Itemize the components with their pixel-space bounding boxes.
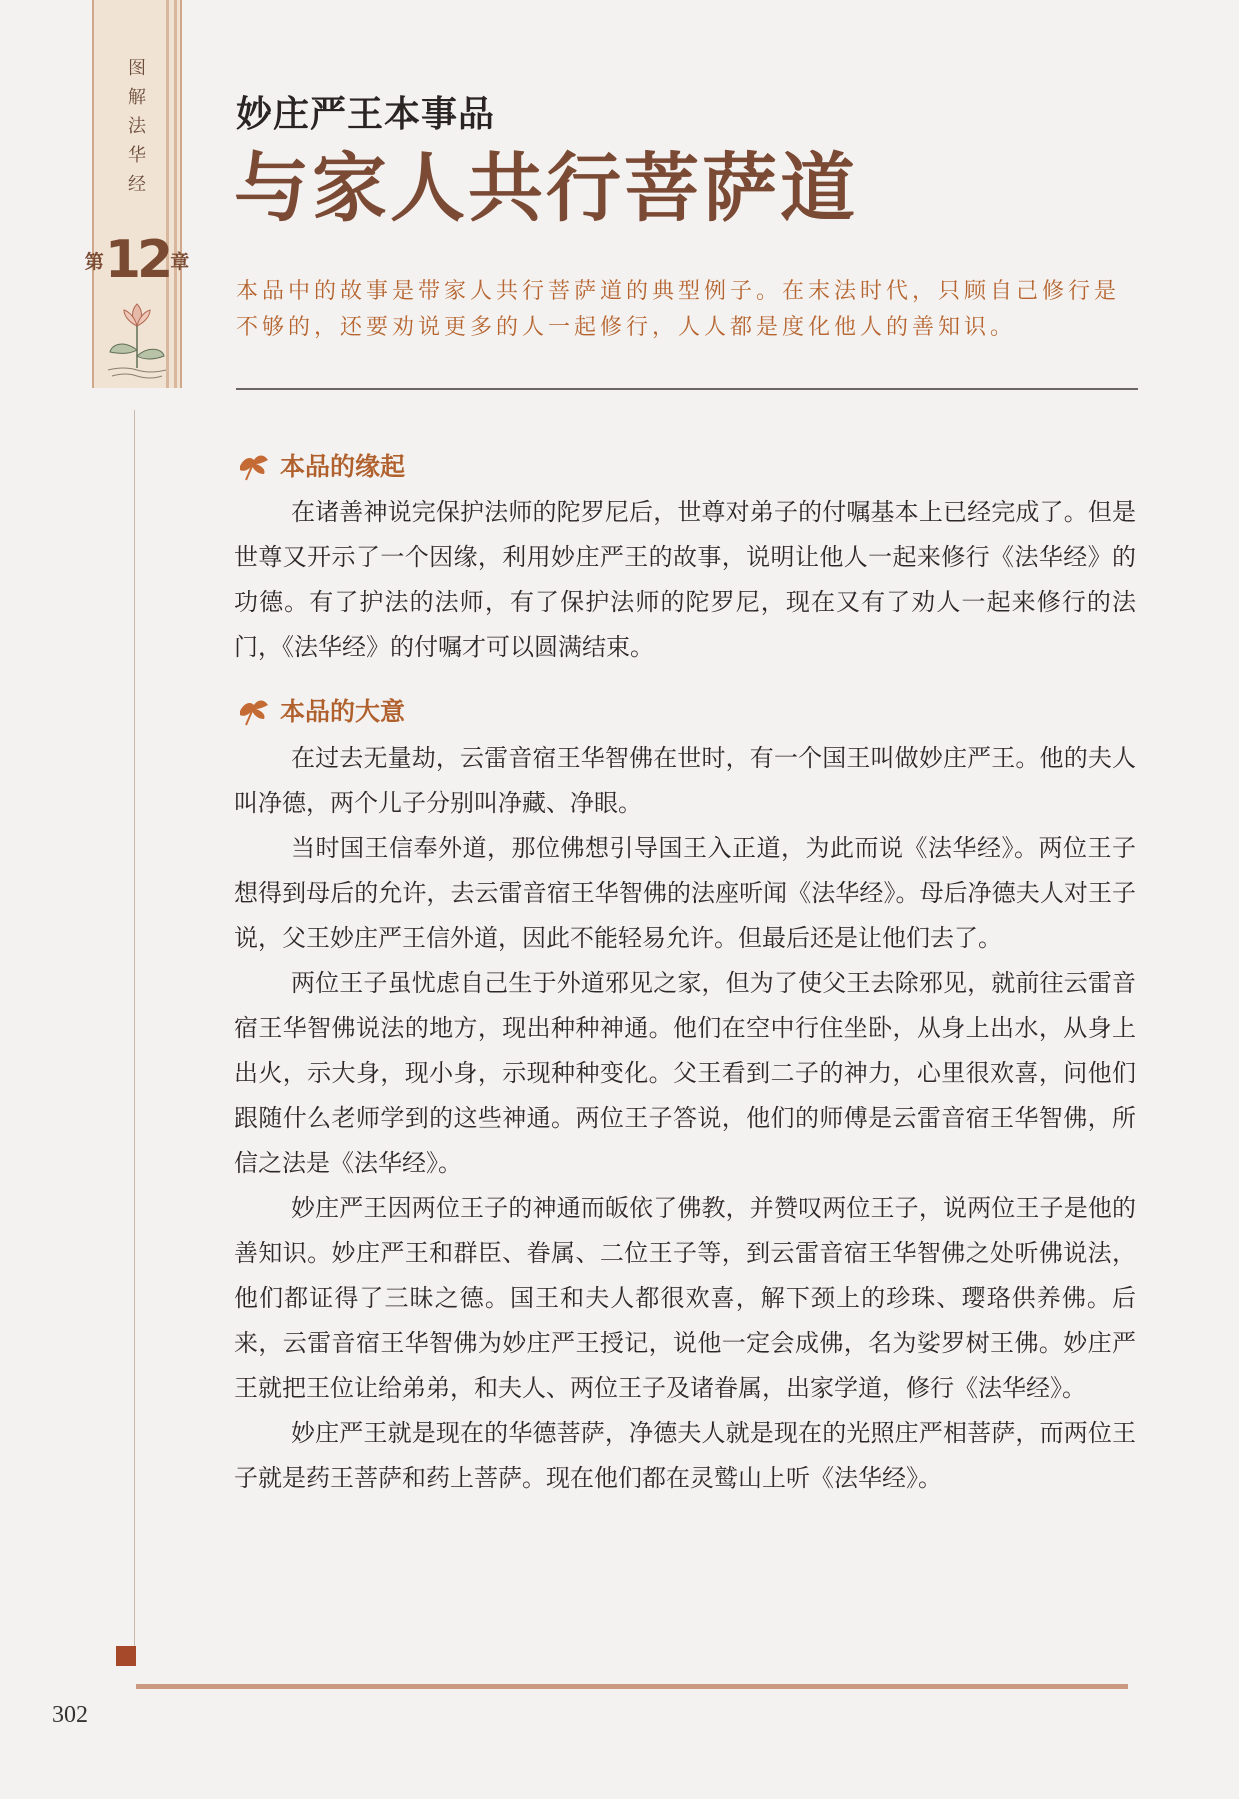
series-char: 经 — [128, 174, 146, 195]
section-body — [234, 736, 1136, 1501]
book-series-label — [94, 54, 180, 199]
footer-marker — [116, 1646, 136, 1666]
header-divider — [236, 388, 1138, 390]
chapter-title: 与家人共行菩萨道 — [234, 144, 859, 232]
series-char: 法 — [128, 116, 146, 137]
section-body — [234, 490, 1136, 670]
chapter-intro: 本品中的故事是带家人共行菩萨道的典型例子。在末法时代，只顾自己修行是不够的，还要劝说更多的人一起修行，人人都是度化他人的善知识。 — [236, 279, 1121, 340]
lotus-bullet-icon — [234, 691, 274, 729]
chapter-prefix: 第 — [84, 250, 104, 273]
lotus-bullet-icon — [234, 446, 274, 484]
chapter-tab — [84, 0, 190, 388]
page-number: 302 — [52, 1702, 88, 1728]
paragraph: 在诸善神说完保护法师的陀罗尼后，世尊对弟子的付嘱基本上已经完成了。但是世尊又开示了一个因缘，利用妙庄严王的故事，说明让他人一起来修行《法华经》的功德。有了护法的法师，有了保护法师的陀罗尼，现在又有了劝人一起来修行的法门，《法华经》的付嘱才可以圆满结束。 — [234, 498, 1136, 661]
section-heading — [234, 691, 405, 729]
chapter-number: 12 — [104, 230, 170, 290]
paragraph: 妙庄严王因两位王子的神通而皈依了佛教，并赞叹两位王子，说两位王子是他的善知识。妙庄严王和群臣、眷属、二位王子等，到云雷音宿王华智佛之处听佛说法，他们都证得了三昧之德。国王和夫人都很欢喜，解下颈上的珍珠、璎珞供养佛。后来，云雷音宿王华智佛为妙庄严王授记，说他一定会成佛，名为娑罗树王佛。妙庄严王就把王位让给弟弟，和夫人、两位王子及诸眷属，出家学道，修行《法华经》。 — [234, 1194, 1136, 1402]
section-heading-text: 本品的大意 — [280, 697, 406, 726]
lotus-icon — [104, 296, 170, 380]
series-char: 华 — [128, 145, 146, 166]
series-char: 图 — [128, 58, 146, 79]
footer-rule — [136, 1684, 1128, 1689]
margin-line — [134, 410, 135, 1658]
paragraph: 在过去无量劫，云雷音宿王华智佛在世时，有一个国王叫做妙庄严王。他的夫人叫净德，两个儿子分别叫净藏、净眼。 — [234, 744, 1136, 817]
chapter-subtitle: 妙庄严王本事品 — [236, 93, 496, 135]
chapter-label — [84, 230, 190, 290]
section-heading-text: 本品的缘起 — [280, 452, 406, 481]
chapter-suffix: 章 — [170, 250, 190, 273]
series-char: 解 — [128, 87, 146, 108]
paragraph: 妙庄严王就是现在的华德菩萨，净德夫人就是现在的光照庄严相菩萨，而两位王子就是药王菩萨和药上菩萨。现在他们都在灵鹫山上听《法华经》。 — [234, 1419, 1136, 1492]
paragraph: 两位王子虽忧虑自己生于外道邪见之家，但为了使父王去除邪见，就前往云雷音宿王华智佛说法的地方，现出种种神通。他们在空中行住坐卧，从身上出水，从身上出火，示大身，现小身，示现种种变化。父王看到二子的神力，心里很欢喜，问他们跟随什么老师学到的这些神通。两位王子答说，他们的师傅是云雷音宿王华智佛，所信之法是《法华经》。 — [234, 969, 1136, 1177]
paragraph: 当时国王信奉外道，那位佛想引导国王入正道，为此而说《法华经》。两位王子想得到母后的允许，去云雷音宿王华智佛的法座听闻《法华经》。母后净德夫人对王子说，父王妙庄严王信外道，因此不能轻易允许。但最后还是让他们去了。 — [234, 834, 1136, 952]
section-heading — [234, 446, 405, 484]
